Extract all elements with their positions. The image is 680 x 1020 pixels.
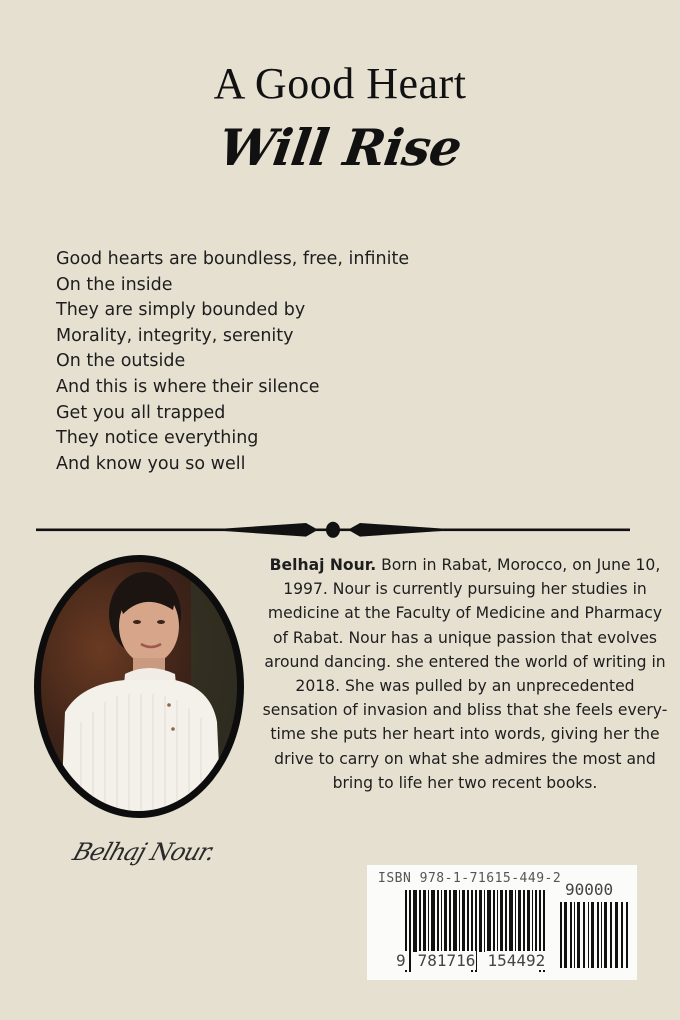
poem [56,247,409,477]
poem-line: Good hearts are boundless, free, infinite [56,249,410,269]
isbn-label: ISBN 978-1-71615-449-2 [378,871,562,886]
price-code: 90000 [565,880,614,899]
author-bio [262,553,668,795]
ean-group-2: 154492 [487,951,546,970]
isbn-barcode [367,865,637,980]
author-signature: Belhaj Nour. [69,838,219,866]
poem-line: Morality, integrity, serenity [56,325,294,346]
poem-line: On the outside [56,351,186,372]
author-photo-frame [34,555,244,818]
poem-line: Get you all trapped [56,402,226,423]
book-subtitle-script: Will Rise [215,118,465,177]
author-name: Belhaj Nour. [269,556,377,574]
book-title: A Good Heart [213,59,467,108]
poem-line: And know you so well [56,453,246,474]
price-addon-bars-icon [560,902,630,968]
ornamental-divider-icon [36,515,630,545]
author-figure-icon [41,562,237,811]
poem-line: And this is where their silence [56,376,320,397]
poem-line: On the inside [56,274,173,295]
author-bio-text: Born in Rabat, Morocco, on June 10, 1997. Nour is currently pursuing her studies in medicine at the Faculty of Medicine and Pharmacy of Rabat. Nour has a unique passion that evolves around dancing. she entered the world of writing in 2018. She was pulled by an unprecedented sensation of invasion and bliss that she feels every-time she puts her heart into words, giving her the drive to carry on what she admires the most and bring to life her two recent books. [262,556,668,792]
poem-line: They are simply bounded by [56,300,306,321]
author-photo [41,562,237,811]
ean-digits [395,951,546,970]
ean-first-digit: 9 [396,951,406,970]
ean-group-1: 781716 [417,951,476,970]
poem-line: They notice everything [56,428,259,449]
